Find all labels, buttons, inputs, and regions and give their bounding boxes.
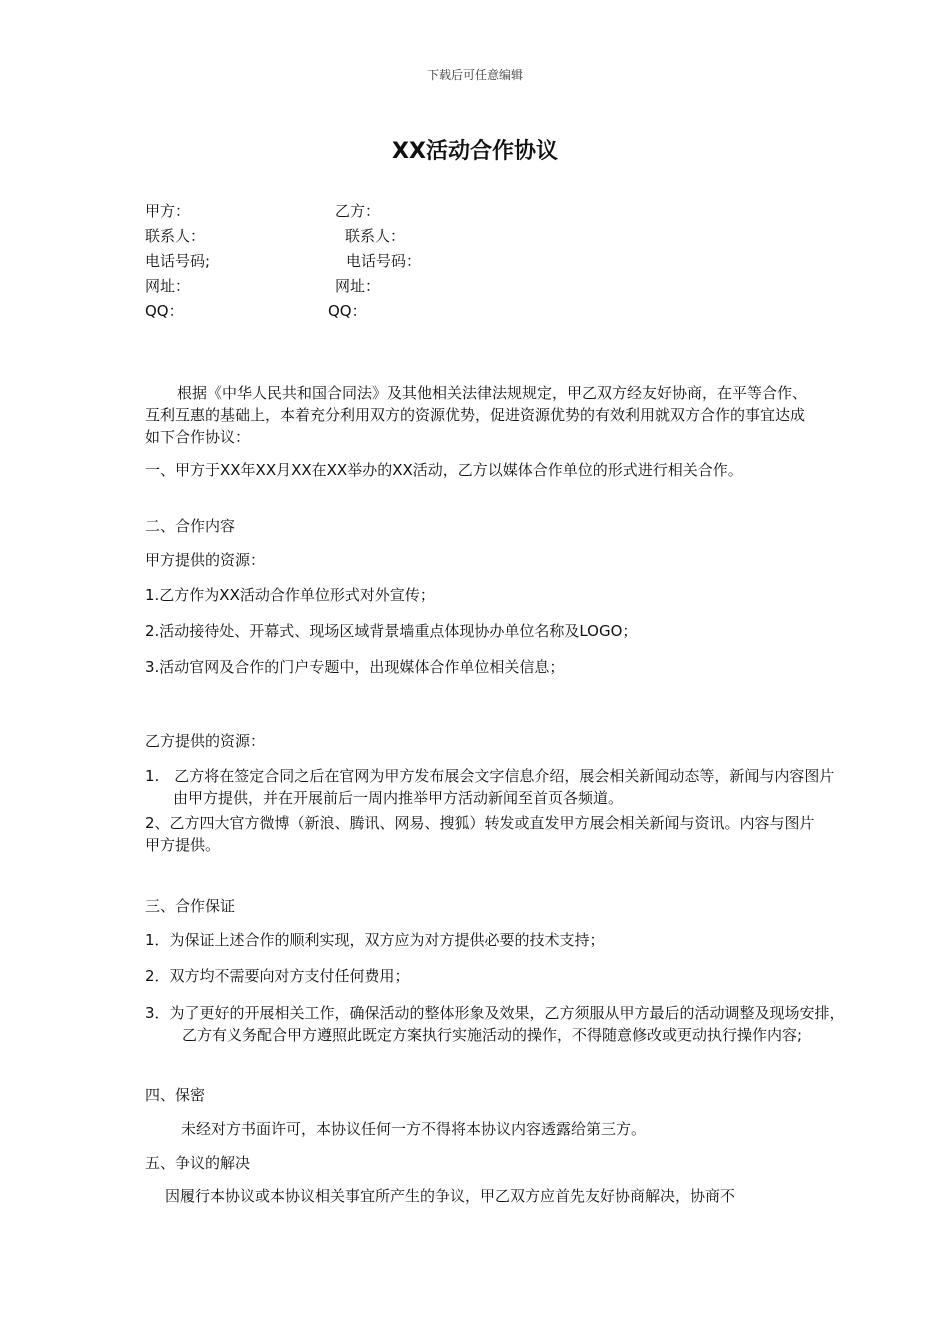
party-a-resource-item: 3.活动官网及合作的门户专题中，出现媒体合作单位相关信息；	[145, 658, 565, 676]
guarantee-item: 1．为保证上述合作的顺利实现，双方应为对方提供必要的技术支持；	[145, 931, 605, 949]
intro-paragraph: 根据《中华人民共和国合同法》及其他相关法律法规规定，甲乙双方经友好协商，在平等合作、互利互惠的基础上，本着充分利用双方的资源优势，促进资源优势的有效利用就双方合作的事宜达成如下合作协议：	[145, 384, 808, 446]
party-a-website-label: 网址：	[145, 277, 191, 295]
section-3-heading: 三、合作保证	[145, 897, 236, 915]
header-note: 下载后可任意编辑	[426, 68, 523, 82]
section-4-heading: 四、保密	[145, 1086, 206, 1104]
guarantee-item: 3．为了更好的开展相关工作，确保活动的整体形象及效果，乙方须服从甲方最后的活动调整及现场安排，乙方有义务配合甲方遵照此既定方案执行实施活动的操作，不得随意修改或更动执行操作内容;	[145, 1004, 845, 1044]
party-a-resources-heading: 甲方提供的资源：	[145, 551, 266, 569]
section-2-heading: 二、合作内容	[145, 517, 236, 535]
party-b-resources-heading: 乙方提供的资源：	[145, 732, 266, 750]
guarantee-item: 2．双方均不需要向对方支付任何费用；	[145, 967, 410, 985]
party-b-phone-label: 电话号码：	[346, 252, 422, 270]
section-1-text: 一、甲方于XX年XX月XX在XX举办的XX活动，乙方以媒体合作单位的形式进行相关合作。	[145, 461, 743, 479]
party-a-resource-item: 1.乙方作为XX活动合作单位形式对外宣传；	[145, 586, 435, 604]
party-a-contact-label: 联系人：	[145, 227, 206, 245]
party-b-name-label: 乙方：	[335, 202, 381, 220]
document-title: XX活动合作协议	[392, 139, 558, 164]
party-a-resource-item: 2.活动接待处、开幕式、现场区域背景墙重点体现协办单位名称及LOGO；	[145, 622, 638, 640]
dispute-text: 因履行本协议或本协议相关事宜所产生的争议，甲乙双方应首先友好协商解决，协商不	[165, 1187, 736, 1205]
party-b-contact-label: 联系人：	[345, 227, 406, 245]
party-b-qq-label: QQ：	[328, 302, 367, 320]
party-a-phone-label: 电话号码;	[145, 252, 211, 270]
confidentiality-text: 未经对方书面许可，本协议任何一方不得将本协议内容透露给第三方。	[181, 1120, 647, 1138]
party-a-qq-label: QQ：	[145, 302, 184, 320]
party-b-resource-item: 1. 乙方将在签定合同之后在官网为甲方发布展会文字信息介绍，展会相关新闻动态等，新闻与内容图片由甲方提供，并在开展前后一周内推举甲方活动新闻至首页各频道。	[145, 767, 835, 807]
section-5-heading: 五、争议的解决	[145, 1154, 251, 1172]
party-b-resource-item: 2、乙方四大官方微博（新浪、腾讯、网易、搜狐）转发或直发甲方展会相关新闻与资讯。内容与图片甲方提供。	[145, 814, 815, 854]
party-a-name-label: 甲方：	[145, 202, 191, 220]
party-b-website-label: 网址：	[335, 277, 381, 295]
